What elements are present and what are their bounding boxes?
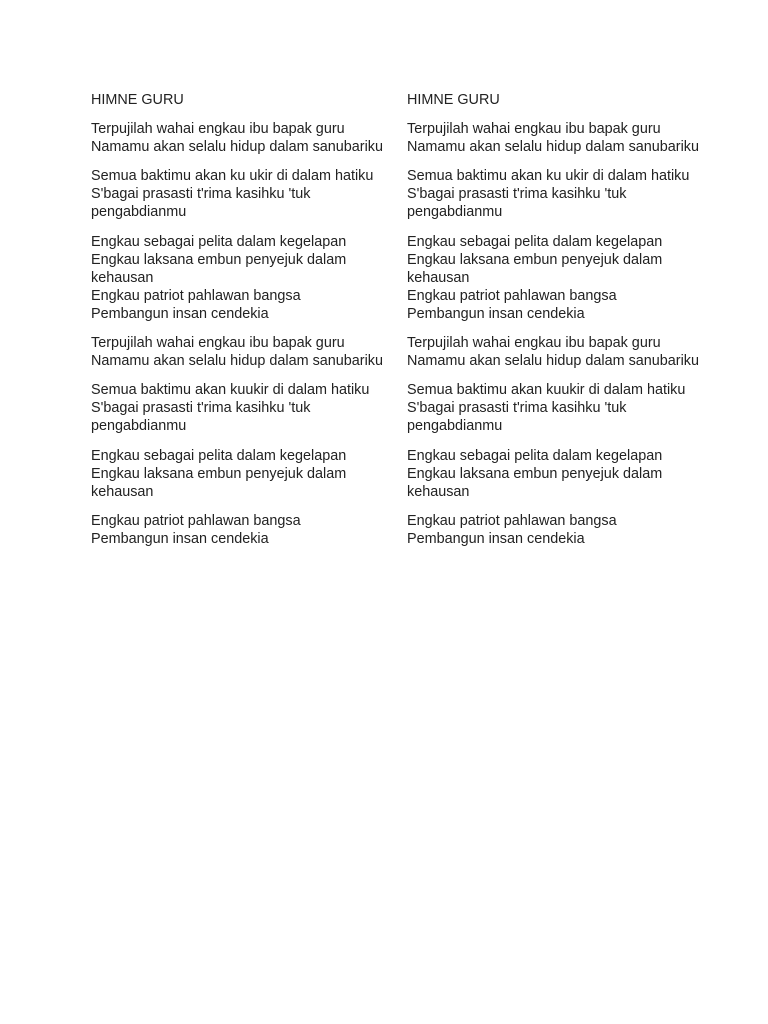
lyric-line: Terpujilah wahai engkau ibu bapak guru (91, 335, 345, 352)
lyric-line: Engkau patriot pahlawan bangsa (91, 512, 301, 529)
lyric-line: Semua baktimu akan kuukir di dalam hatiku (91, 382, 370, 399)
lyric-line: S'bagai prasasti t'rima kasihku 'tuk pengabdianmu (407, 186, 627, 221)
lyric-line: Engkau patriot pahlawan bangsa (91, 287, 301, 304)
lyric-line: Engkau laksana embun penyejuk dalam kehausan (91, 465, 347, 500)
lyric-line: Pembangun insan cendekia (407, 305, 585, 322)
lyric-line: Terpujilah wahai engkau ibu bapak guru (91, 121, 345, 138)
stanza (91, 233, 391, 323)
lyric-line: Engkau sebagai pelita dalam kegelapan (407, 447, 663, 464)
lyrics-column-right (407, 91, 707, 559)
lyric-line: Namamu akan selalu hidup dalam sanubariku (91, 139, 383, 156)
stanza (407, 512, 707, 548)
lyric-line: S'bagai prasasti t'rima kasihku 'tuk pengabdianmu (91, 186, 311, 221)
stanza (91, 447, 391, 501)
stanza (407, 120, 707, 156)
lyric-line: S'bagai prasasti t'rima kasihku 'tuk pengabdianmu (91, 400, 311, 435)
lyric-line: Pembangun insan cendekia (91, 305, 269, 322)
lyric-line: S'bagai prasasti t'rima kasihku 'tuk pengabdianmu (407, 400, 627, 435)
lyric-line: Namamu akan selalu hidup dalam sanubariku (407, 353, 699, 370)
stanza (407, 447, 707, 501)
lyric-line: Namamu akan selalu hidup dalam sanubariku (407, 139, 699, 156)
lyric-line: Engkau laksana embun penyejuk dalam kehausan (91, 251, 347, 286)
stanza (91, 120, 391, 156)
stanza (407, 334, 707, 370)
lyric-line: Engkau sebagai pelita dalam kegelapan (91, 233, 347, 250)
song-title: HIMNE GURU (91, 92, 184, 108)
stanza (91, 381, 391, 435)
lyric-line: Terpujilah wahai engkau ibu bapak guru (407, 335, 661, 352)
lyric-line: Engkau sebagai pelita dalam kegelapan (407, 233, 663, 250)
lyric-line: Engkau patriot pahlawan bangsa (407, 287, 617, 304)
stanza (407, 233, 707, 323)
lyric-line: Namamu akan selalu hidup dalam sanubariku (91, 353, 383, 370)
lyric-line: Semua baktimu akan kuukir di dalam hatiku (407, 382, 686, 399)
lyric-line: Engkau patriot pahlawan bangsa (407, 512, 617, 529)
lyric-line: Engkau sebagai pelita dalam kegelapan (91, 447, 347, 464)
stanza (407, 381, 707, 435)
song-title: HIMNE GURU (407, 92, 500, 108)
lyrics-column-left (91, 91, 391, 559)
lyric-line: Engkau laksana embun penyejuk dalam kehausan (407, 465, 663, 500)
stanza (91, 334, 391, 370)
lyric-line: Semua baktimu akan ku ukir di dalam hatiku (407, 168, 690, 185)
stanza (407, 167, 707, 221)
stanza (91, 167, 391, 221)
lyric-line: Engkau laksana embun penyejuk dalam kehausan (407, 251, 663, 286)
lyric-line: Semua baktimu akan ku ukir di dalam hatiku (91, 168, 374, 185)
lyric-line: Pembangun insan cendekia (91, 530, 269, 547)
stanza (91, 512, 391, 548)
lyric-line: Pembangun insan cendekia (407, 530, 585, 547)
lyric-line: Terpujilah wahai engkau ibu bapak guru (407, 121, 661, 138)
